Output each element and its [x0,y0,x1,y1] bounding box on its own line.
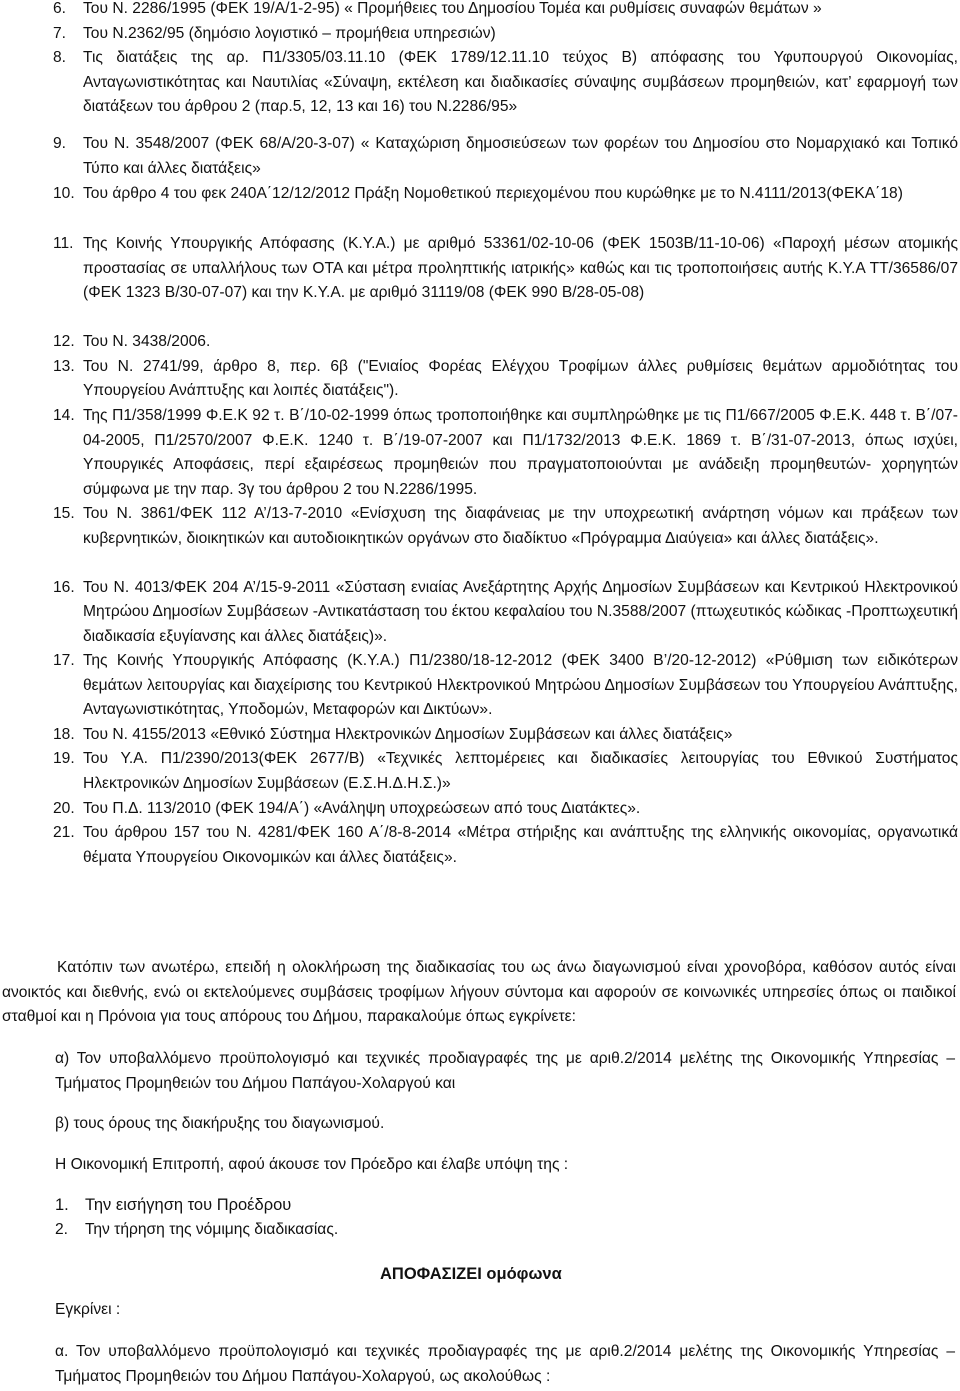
considered-item-1 [55,1193,655,1218]
final-item-a: α. Τον υποβαλλόμενο προϋπολογισμό και τεχνικές προδιαγραφές της με αριθ.2/2014 μελέτης της Οικονομικής Υπηρεσίας – Τμήματος Προμηθειών του Δήμου Παπάγου-Χολαργού, ως ακολούθως : [55,1343,955,1385]
list-item [53,404,960,502]
item-text: Της Κοινής Υπουργικής Απόφασης (Κ.Υ.Α.) Π1/2380/18-12-2012 (ΦΕΚ 3400 Β’/20-12-2012) «Ρύθμιση των ειδικότερων θεμάτων λειτουργίας και διαχείρισης του Κεντρικού Ηλεκτρονικού Μητρώου Δημοσίων Συμβάσεων του Υπουργείου Ανάπτυξης, Ανταγωνιστικότητας, Υποδομών, Μεταφορών και Δικτύων». [83,652,958,718]
item-text: Του Π.Δ. 113/2010 (ΦΕΚ 194/Α΄) «Ανάληψη υποχρεώσεων από τους Διατάκτες». [83,799,641,817]
item-text: Του Ν. 2286/1995 (ΦΕΚ 19/Α/1-2-95) « Προμήθειες του Δημοσίου Τομέα και ρυθμίσεις συναφών θεμάτων » [83,0,822,17]
main-paragraph: Κατόπιν των ανωτέρω, επειδή η ολοκλήρωση της διαδικασίας του ως άνω διαγωνισμού είναι χρονοβόρα, καθόσον αυτός είναι ανοικτός και διεθνής, ενώ οι εκτελούμενες συμβάσεις τροφίμων λήγουν σύντομα και αφορούν σε κοινωνικές υπηρεσίες όπως οι παιδικοί σταθμοί και η Πρόνοια για τους απόρους του Δήμου, παρακαλούμε όπως εγκρίνετε: [2,959,956,1025]
item-text: Του Ν. 2741/99, άρθρο 8, περ. 6β ("Ενιαίος Φορέας Ελέγχου Τροφίμων άλλες ρυθμίσεις θεμάτων αρμοδιότητας του Υπουργείου Ανάπτυξης και λοιπές διατάξεις"). [83,357,958,399]
list-item [53,723,960,748]
approves-label: Εγκρίνει : [55,1301,121,1318]
considered-text: Την τήρηση της νόμιμης διαδικασίας. [85,1221,339,1238]
list-item [53,821,960,871]
item-number: 20. [53,799,75,817]
item-text: Του Υ.Α. Π1/2390/2013(ΦΕΚ 2677/Β) «Τεχνικές λεπτομέρειες και διαδικασίες λειτουργίας του Εθνικού Συστήματος Ηλεκτρονικών Δημοσίων Συμβάσεων (Ε.Σ.Η.Δ.Η.Σ.)» [83,750,958,792]
item-number: 18. [53,725,75,743]
list-item [53,330,960,355]
item-text: Του άρθρο 4 του φεκ 240Α΄12/12/2012 Πράξη Νομοθετικού περιεχομένου που κυρώθηκε με το Ν.4111/2013(ΦΕΚΑ΄18) [83,185,903,202]
item-text: Του Ν.2362/95 (δημόσιο λογιστικό – προμήθεια υπηρεσιών) [83,24,496,42]
item-b-paragraph: β) τους όρους της διακήρυξης του διαγωνισμού. [55,1115,385,1132]
considered-number: 1. [55,1196,69,1214]
item-number: 8. [53,49,67,66]
item-number: 12. [53,333,75,350]
list-item [53,182,960,232]
item-number: 6. [53,0,67,17]
item-number: 11. [53,235,74,252]
list-item [53,502,960,576]
item-number: 14. [53,407,75,424]
considered-number: 2. [55,1221,69,1238]
decision-title: ΑΠΟΦΑΣΙΖΕΙ ομόφωνα [380,1265,562,1283]
item-text: Του Ν. 3861/ΦΕΚ 112 Α’/13-7-2010 «Ενίσχυση της διαφάνειας με την υποχρεωτική ανάρτηση νόμων και πράξεων των κυβερνητικών, διοικητικών και αυτοδιοικητικών οργάνων στο διαδίκτυο «Πρόγραμμα Διαύγεια» και άλλες διατάξεις». [83,505,958,547]
item-number: 16. [53,578,75,596]
item-number: 15. [53,505,75,522]
item-number: 17. [53,652,75,669]
item-number: 10. [53,185,75,202]
list-item [53,232,960,330]
item-number: 7. [53,24,67,42]
item-text: Του άρθρου 157 του Ν. 4281/ΦΕΚ 160 Α΄/8-8-2014 «Μέτρα στήριξης και ανάπτυξης της ελληνικής οικονομίας, οργανωτικά θέματα Υπουργείου Οικονομικών και άλλες διατάξεις». [83,824,958,866]
item-number: 9. [53,135,67,152]
item-text: Του Ν. 4155/2013 «Εθνικό Σύστημα Ηλεκτρονικών Δημοσίων Συμβάσεων και άλλες διατάξεις» [83,725,733,743]
list-item [53,46,960,132]
item-text: Της Κοινής Υπουργικής Απόφασης (Κ.Υ.Α.) με αριθμό 53361/02-10-06 (ΦΕΚ 1503Β/11-10-06) «Παροχή μέσων ατομικής προστασίας σε υπαλλήλους των ΟΤΑ και μέτρα προληπτικής ιατρικής» καθώς και τις τροποποιήσεις αυτής Κ.Υ.Α ΤΤ/36586/07 (ΦΕΚ 1323 Β/30-07-07) και την Κ.Υ.Α. με αριθμό 31119/08 (ΦΕΚ 990 Β/28-05-08) [83,235,958,301]
legal-references-list [53,0,960,871]
considered-item-2 [55,1218,655,1243]
committee-paragraph: Η Οικονομική Επιτροπή, αφού άκουσε τον Πρόεδρο και έλαβε υπόψη της : [55,1156,569,1173]
item-text: Του Ν. 3548/2007 (ΦΕΚ 68/Α/20-3-07) « Καταχώριση δημοσιεύσεων των φορέων του Δημοσίου στο Νομαρχιακό και Τοπικό Τύπο και άλλες διατάξεις» [83,135,958,177]
list-item [53,797,960,822]
item-number: 19. [53,750,75,767]
item-a-paragraph: α) Τον υποβαλλόμενο προϋπολογισμό και τεχνικές προδιαγραφές της με αριθ.2/2014 μελέτης της Οικονομικής Υπηρεσίας – Τμήματος Προμηθειών του Δήμου Παπάγου-Χολαργού και [55,1050,955,1092]
item-text: Της Π1/358/1999 Φ.Ε.Κ 92 τ. Β΄/10-02-1999 όπως τροποποιήθηκε και συμπληρώθηκε με τις Π1/667/2005 Φ.Ε.Κ. 448 τ. Β΄/07-04-2005, Π1/2570/2007 Φ.Ε.Κ. 1240 τ. Β΄/19-07-2007 και Π1/1732/2013 Φ.Ε.Κ. 1869 τ. Β΄/31-07-2013, όπως ισχύει, Υπουργικές Αποφάσεις, περί εξαιρέσεως προμηθειών που πραγματοποιούνται με ανάδειξη προμηθευτών- χορηγητών σύμφωνα με την παρ. 3γ του άρθρου 2 του Ν.2286/1995. [83,407,958,498]
item-number: 21. [53,824,75,841]
list-item [53,355,960,405]
list-item [53,576,960,650]
item-text: Του Ν. 4013/ΦΕΚ 204 Α’/15-9-2011 «Σύσταση ενιαίας Ανεξάρτητης Αρχής Δημοσίων Συμβάσεων και Κεντρικού Ηλεκτρονικού Μητρώου Δημοσίων Συμβάσεων -Αντικατάσταση του έκτου κεφαλαίου του Ν.3588/2007 (πτωχευτικός κώδικας -Προπτωχευτική διαδικασία εξυγίανσης και άλλες διατάξεις)». [83,578,958,645]
considered-text: Την εισήγηση του Προέδρου [85,1196,292,1214]
list-item [53,649,960,723]
list-item [53,747,960,797]
item-text: Του Ν. 3438/2006. [83,333,211,350]
list-item [53,132,960,182]
list-item [53,22,960,47]
list-item [53,0,960,22]
item-number: 13. [53,357,75,375]
item-text: Τις διατάξεις της αρ. Π1/3305/03.11.10 (ΦΕΚ 1789/12.11.10 τεύχος Β) απόφασης του Υφυπουργού Οικονομίας, Ανταγωνιστικότητας και Ναυτιλίας «Σύναψη, εκτέλεση και διαδικασίες σύναψης συμβάσεων προμηθειών, κατ’ εφαρμογή των διατάξεων του άρθρου 2 (παρ.5, 12, 13 και 16) του Ν.2286/95» [83,49,958,115]
